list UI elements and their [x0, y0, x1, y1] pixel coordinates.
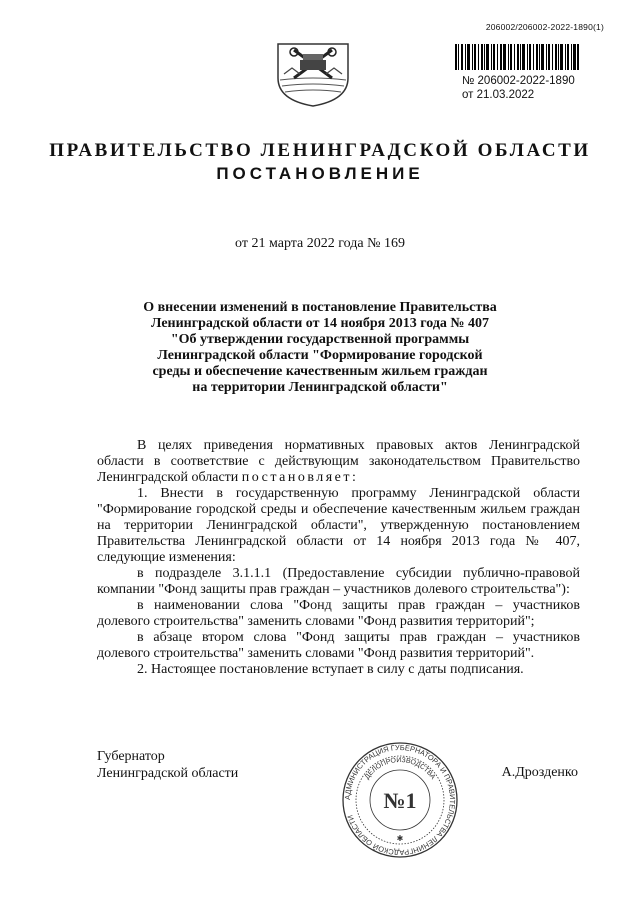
subject-line: среды и обеспечение качественным жильем граждан: [152, 364, 488, 379]
registration-block: [462, 74, 575, 102]
barcode: [455, 44, 579, 70]
amendment-title-paragraph: в наименовании слова "Фонд защиты прав граждан – участников долевого строительства" заменить словами "Фонд развития территорий";: [97, 598, 580, 629]
registration-number: № 206002-2022-1890: [462, 75, 575, 87]
amendment-second-paragraph: в абзаце втором слова "Фонд защиты прав граждан – участников долевого строительства" заменить словами "Фонд развития территорий".: [97, 630, 580, 661]
document-reference: 206002/206002-2022-1890(1): [485, 22, 604, 32]
stamp-star-icon: ✱: [396, 834, 404, 843]
signatory-title: [97, 748, 238, 782]
subject-line: Ленинградской области от 14 ноября 2013 года № 407: [151, 316, 489, 331]
subject-line: на территории Ленинградской области": [192, 380, 448, 395]
registration-date: от 21.03.2022: [462, 89, 535, 101]
stamp-ring-text: АДМИНИСТРАЦИЯ ГУБЕРНАТОРА И ПРАВИТЕЛЬСТВА ЛЕНИНГРАДСКОЙ ОБЛАСТИ: [342, 742, 458, 858]
preamble-text: В целях приведения нормативных правовых актов Ленинградской области в соответствие с действующим законодательством Правительство Ленинградской области: [97, 438, 580, 485]
signatory-name: А.Дрозденко: [501, 765, 578, 780]
subject-line: Ленинградской области "Формирование городской: [157, 348, 483, 363]
subject-line: О внесении изменений в постановление Правительства: [143, 300, 497, 315]
decree-date-number: от 21 марта 2022 года № 169: [235, 236, 405, 251]
official-stamp: [340, 740, 460, 860]
clause-2-paragraph: 2. Настоящее постановление вступает в силу с даты подписания.: [137, 662, 524, 677]
subsection-paragraph: в подразделе 3.1.1.1 (Предоставление субсидии публично-правовой компании "Фонд защиты прав граждан – участников долевого строительства"):: [97, 566, 580, 597]
decrees-word: постановляет:: [241, 470, 359, 485]
subject-line: "Об утверждении государственной программы: [170, 332, 470, 347]
decree-body: [97, 438, 580, 678]
coat-of-arms-emblem: [270, 40, 356, 108]
stamp-center-number: №1: [383, 788, 417, 813]
signatory-region: Ленинградской области: [97, 766, 239, 781]
decree-subject: [100, 300, 540, 396]
stamp-inner-text: ДЕЛОПРОИЗВОДСТВА: [363, 756, 437, 781]
preamble-paragraph: [97, 438, 580, 486]
document-type-title: ПОСТАНОВЛЕНИЕ: [216, 164, 424, 183]
clause-1-paragraph: 1. Внести в государственную программу Ленинградской области "Формирование городской среды и обеспечение качественным жильем граждан на территории Ленинградской области", утвержденную постановлением Правительства Ленинградской области от 14 ноября 2013 года № 407, следующие изменения:: [97, 486, 580, 565]
signatory-position: Губернатор: [97, 749, 165, 764]
government-title: ПРАВИТЕЛЬСТВО ЛЕНИНГРАДСКОЙ ОБЛАСТИ: [49, 140, 591, 161]
